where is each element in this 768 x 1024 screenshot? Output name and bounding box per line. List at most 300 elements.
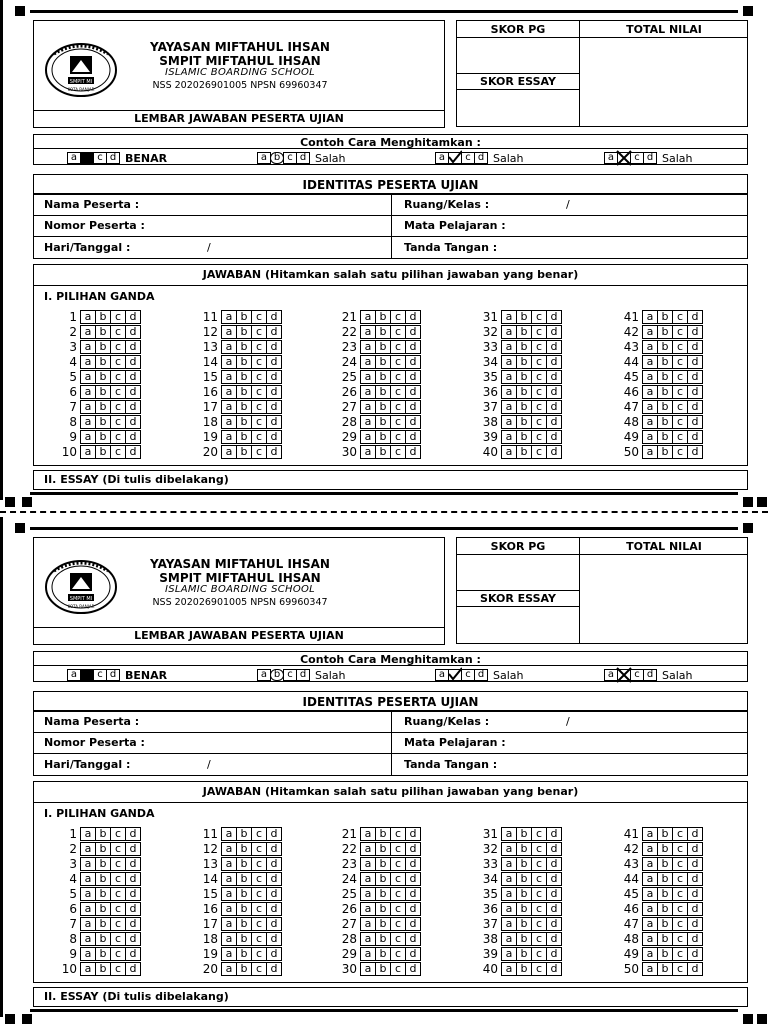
answer-bubble[interactable]: d: [687, 887, 703, 901]
answer-bubble[interactable]: a: [642, 827, 658, 841]
answer-bubble[interactable]: d: [266, 445, 282, 459]
answer-bubble[interactable]: d: [125, 947, 141, 961]
answer-bubble[interactable]: c: [390, 827, 406, 841]
answer-bubble[interactable]: d: [405, 947, 421, 961]
answer-bubble[interactable]: d: [405, 385, 421, 399]
answer-bubble[interactable]: a: [360, 325, 376, 339]
answer-bubble[interactable]: c: [110, 430, 126, 444]
answer-bubble[interactable]: d: [546, 385, 562, 399]
answer-bubble[interactable]: c: [110, 917, 126, 931]
answer-bubble[interactable]: c: [672, 842, 688, 856]
answer-bubble[interactable]: d: [546, 370, 562, 384]
answer-bubble[interactable]: d: [125, 872, 141, 886]
answer-bubble[interactable]: a: [360, 430, 376, 444]
answer-bubble[interactable]: a: [80, 962, 96, 976]
answer-bubble[interactable]: a: [642, 325, 658, 339]
answer-bubble[interactable]: b: [236, 932, 252, 946]
answer-bubble[interactable]: c: [672, 400, 688, 414]
answer-bubble[interactable]: c: [672, 310, 688, 324]
answer-bubble[interactable]: b: [375, 947, 391, 961]
answer-bubble[interactable]: c: [251, 415, 267, 429]
answer-bubble[interactable]: d: [125, 310, 141, 324]
answer-bubble[interactable]: a: [501, 947, 517, 961]
answer-bubble[interactable]: c: [390, 902, 406, 916]
answer-bubble[interactable]: d: [266, 415, 282, 429]
answer-bubble[interactable]: b: [95, 827, 111, 841]
answer-bubble[interactable]: b: [236, 355, 252, 369]
answer-bubble[interactable]: a: [80, 325, 96, 339]
answer-bubble[interactable]: d: [405, 902, 421, 916]
answer-bubble[interactable]: d: [687, 415, 703, 429]
answer-bubble[interactable]: d: [687, 842, 703, 856]
answer-bubble[interactable]: b: [375, 917, 391, 931]
answer-bubble[interactable]: d: [687, 370, 703, 384]
answer-bubble[interactable]: b: [95, 355, 111, 369]
nama-field[interactable]: Nama Peserta :: [44, 715, 140, 728]
answer-bubble[interactable]: a: [501, 385, 517, 399]
answer-bubble[interactable]: c: [390, 962, 406, 976]
answer-bubble[interactable]: b: [516, 947, 532, 961]
answer-bubble[interactable]: c: [672, 827, 688, 841]
answer-bubble[interactable]: a: [501, 445, 517, 459]
answer-bubble[interactable]: d: [125, 400, 141, 414]
answer-bubble[interactable]: a: [501, 310, 517, 324]
answer-bubble[interactable]: c: [251, 827, 267, 841]
answer-bubble[interactable]: a: [80, 415, 96, 429]
answer-bubble[interactable]: a: [501, 827, 517, 841]
answer-bubble[interactable]: c: [110, 872, 126, 886]
answer-bubble[interactable]: c: [531, 887, 547, 901]
answer-bubble[interactable]: c: [110, 385, 126, 399]
answer-bubble[interactable]: d: [266, 385, 282, 399]
answer-bubble[interactable]: a: [80, 947, 96, 961]
answer-bubble[interactable]: b: [657, 827, 673, 841]
answer-bubble[interactable]: b: [375, 872, 391, 886]
answer-bubble[interactable]: b: [657, 400, 673, 414]
answer-bubble[interactable]: d: [687, 962, 703, 976]
answer-bubble[interactable]: a: [642, 962, 658, 976]
answer-bubble[interactable]: c: [531, 355, 547, 369]
answer-bubble[interactable]: c: [390, 917, 406, 931]
answer-bubble[interactable]: d: [687, 857, 703, 871]
answer-bubble[interactable]: d: [546, 872, 562, 886]
answer-bubble[interactable]: a: [221, 430, 237, 444]
answer-bubble[interactable]: c: [251, 445, 267, 459]
answer-bubble[interactable]: d: [125, 445, 141, 459]
answer-bubble[interactable]: a: [642, 340, 658, 354]
answer-bubble[interactable]: c: [251, 842, 267, 856]
answer-bubble[interactable]: b: [95, 385, 111, 399]
answer-bubble[interactable]: d: [405, 857, 421, 871]
answer-bubble[interactable]: a: [221, 370, 237, 384]
answer-bubble[interactable]: b: [516, 385, 532, 399]
answer-bubble[interactable]: b: [516, 887, 532, 901]
answer-bubble[interactable]: d: [546, 430, 562, 444]
answer-bubble[interactable]: b: [95, 415, 111, 429]
answer-bubble[interactable]: b: [236, 902, 252, 916]
answer-bubble[interactable]: a: [360, 932, 376, 946]
answer-bubble[interactable]: c: [672, 947, 688, 961]
answer-bubble[interactable]: c: [251, 430, 267, 444]
answer-bubble[interactable]: a: [360, 415, 376, 429]
answer-bubble[interactable]: d: [125, 932, 141, 946]
answer-bubble[interactable]: b: [516, 932, 532, 946]
answer-bubble[interactable]: b: [375, 430, 391, 444]
answer-bubble[interactable]: b: [95, 887, 111, 901]
answer-bubble[interactable]: c: [110, 962, 126, 976]
answer-bubble[interactable]: d: [405, 917, 421, 931]
answer-bubble[interactable]: d: [546, 445, 562, 459]
answer-bubble[interactable]: d: [405, 872, 421, 886]
answer-bubble[interactable]: d: [405, 340, 421, 354]
answer-bubble[interactable]: c: [110, 842, 126, 856]
answer-bubble[interactable]: d: [687, 932, 703, 946]
answer-bubble[interactable]: b: [95, 932, 111, 946]
answer-bubble[interactable]: a: [501, 400, 517, 414]
answer-bubble[interactable]: a: [501, 430, 517, 444]
answer-bubble[interactable]: b: [95, 445, 111, 459]
answer-bubble[interactable]: a: [642, 917, 658, 931]
answer-bubble[interactable]: a: [360, 842, 376, 856]
hari-field[interactable]: Hari/Tanggal :: [44, 758, 131, 771]
answer-bubble[interactable]: d: [405, 370, 421, 384]
answer-bubble[interactable]: a: [501, 355, 517, 369]
answer-bubble[interactable]: c: [251, 962, 267, 976]
answer-bubble[interactable]: c: [110, 445, 126, 459]
ruang-field[interactable]: Ruang/Kelas :: [404, 198, 490, 211]
answer-bubble[interactable]: b: [516, 917, 532, 931]
answer-bubble[interactable]: c: [531, 872, 547, 886]
answer-bubble[interactable]: a: [221, 947, 237, 961]
answer-bubble[interactable]: b: [375, 827, 391, 841]
answer-bubble[interactable]: a: [360, 962, 376, 976]
answer-bubble[interactable]: a: [501, 962, 517, 976]
answer-bubble[interactable]: d: [125, 340, 141, 354]
answer-bubble[interactable]: a: [360, 370, 376, 384]
answer-bubble[interactable]: b: [95, 947, 111, 961]
answer-bubble[interactable]: d: [266, 902, 282, 916]
answer-bubble[interactable]: a: [360, 827, 376, 841]
answer-bubble[interactable]: d: [546, 340, 562, 354]
answer-bubble[interactable]: d: [266, 370, 282, 384]
answer-bubble[interactable]: d: [546, 310, 562, 324]
answer-bubble[interactable]: c: [251, 370, 267, 384]
answer-bubble[interactable]: c: [531, 827, 547, 841]
answer-bubble[interactable]: c: [110, 370, 126, 384]
answer-bubble[interactable]: d: [687, 400, 703, 414]
answer-bubble[interactable]: d: [405, 325, 421, 339]
answer-bubble[interactable]: c: [251, 310, 267, 324]
answer-bubble[interactable]: c: [390, 310, 406, 324]
answer-bubble[interactable]: b: [657, 872, 673, 886]
answer-bubble[interactable]: d: [405, 310, 421, 324]
answer-bubble[interactable]: b: [516, 872, 532, 886]
answer-bubble[interactable]: a: [360, 887, 376, 901]
answer-bubble[interactable]: d: [266, 917, 282, 931]
answer-bubble[interactable]: d: [266, 400, 282, 414]
answer-bubble[interactable]: d: [125, 385, 141, 399]
answer-bubble[interactable]: a: [221, 325, 237, 339]
answer-bubble[interactable]: a: [501, 842, 517, 856]
answer-bubble[interactable]: b: [236, 340, 252, 354]
answer-bubble[interactable]: a: [501, 857, 517, 871]
answer-bubble[interactable]: a: [360, 385, 376, 399]
answer-bubble[interactable]: c: [390, 400, 406, 414]
answer-bubble[interactable]: c: [390, 385, 406, 399]
answer-bubble[interactable]: b: [657, 445, 673, 459]
answer-bubble[interactable]: b: [657, 340, 673, 354]
answer-bubble[interactable]: d: [405, 962, 421, 976]
answer-bubble[interactable]: d: [546, 842, 562, 856]
answer-bubble[interactable]: d: [266, 932, 282, 946]
answer-bubble[interactable]: a: [642, 370, 658, 384]
answer-bubble[interactable]: b: [516, 962, 532, 976]
answer-bubble[interactable]: a: [501, 902, 517, 916]
answer-bubble[interactable]: d: [687, 902, 703, 916]
answer-bubble[interactable]: a: [360, 310, 376, 324]
answer-bubble[interactable]: a: [642, 947, 658, 961]
answer-bubble[interactable]: d: [266, 827, 282, 841]
answer-bubble[interactable]: a: [221, 385, 237, 399]
answer-bubble[interactable]: c: [531, 932, 547, 946]
answer-bubble[interactable]: d: [687, 385, 703, 399]
answer-bubble[interactable]: d: [687, 872, 703, 886]
answer-bubble[interactable]: d: [687, 827, 703, 841]
answer-bubble[interactable]: c: [531, 370, 547, 384]
answer-bubble[interactable]: c: [672, 415, 688, 429]
answer-bubble[interactable]: b: [95, 310, 111, 324]
answer-bubble[interactable]: b: [516, 842, 532, 856]
answer-bubble[interactable]: c: [110, 325, 126, 339]
answer-bubble[interactable]: c: [531, 857, 547, 871]
answer-bubble[interactable]: c: [251, 947, 267, 961]
answer-bubble[interactable]: a: [80, 857, 96, 871]
answer-bubble[interactable]: b: [236, 325, 252, 339]
answer-bubble[interactable]: a: [80, 445, 96, 459]
answer-bubble[interactable]: d: [405, 932, 421, 946]
answer-bubble[interactable]: d: [266, 872, 282, 886]
answer-bubble[interactable]: c: [110, 947, 126, 961]
answer-bubble[interactable]: a: [642, 857, 658, 871]
answer-bubble[interactable]: a: [80, 430, 96, 444]
answer-bubble[interactable]: d: [546, 932, 562, 946]
answer-bubble[interactable]: b: [516, 340, 532, 354]
answer-bubble[interactable]: d: [546, 887, 562, 901]
answer-bubble[interactable]: b: [657, 355, 673, 369]
answer-bubble[interactable]: a: [80, 902, 96, 916]
answer-bubble[interactable]: b: [95, 857, 111, 871]
answer-bubble[interactable]: a: [221, 445, 237, 459]
answer-bubble[interactable]: c: [251, 872, 267, 886]
answer-bubble[interactable]: a: [80, 370, 96, 384]
answer-bubble[interactable]: b: [236, 385, 252, 399]
answer-bubble[interactable]: c: [672, 370, 688, 384]
answer-bubble[interactable]: a: [501, 887, 517, 901]
answer-bubble[interactable]: c: [110, 932, 126, 946]
answer-bubble[interactable]: b: [375, 887, 391, 901]
answer-bubble[interactable]: a: [80, 932, 96, 946]
answer-bubble[interactable]: b: [516, 857, 532, 871]
answer-bubble[interactable]: b: [516, 430, 532, 444]
answer-bubble[interactable]: a: [221, 917, 237, 931]
answer-bubble[interactable]: c: [390, 947, 406, 961]
answer-bubble[interactable]: a: [501, 872, 517, 886]
answer-bubble[interactable]: b: [95, 400, 111, 414]
answer-bubble[interactable]: a: [501, 917, 517, 931]
answer-bubble[interactable]: a: [221, 872, 237, 886]
answer-bubble[interactable]: c: [110, 310, 126, 324]
answer-bubble[interactable]: a: [642, 445, 658, 459]
answer-bubble[interactable]: c: [390, 370, 406, 384]
answer-bubble[interactable]: d: [687, 340, 703, 354]
answer-bubble[interactable]: d: [125, 430, 141, 444]
answer-bubble[interactable]: c: [672, 857, 688, 871]
answer-bubble[interactable]: c: [390, 445, 406, 459]
answer-bubble[interactable]: c: [531, 947, 547, 961]
answer-bubble[interactable]: b: [375, 340, 391, 354]
answer-bubble[interactable]: b: [95, 370, 111, 384]
answer-bubble[interactable]: a: [221, 415, 237, 429]
answer-bubble[interactable]: b: [516, 310, 532, 324]
answer-bubble[interactable]: a: [642, 902, 658, 916]
answer-bubble[interactable]: c: [672, 932, 688, 946]
answer-bubble[interactable]: c: [531, 340, 547, 354]
answer-bubble[interactable]: b: [236, 872, 252, 886]
answer-bubble[interactable]: c: [531, 430, 547, 444]
answer-bubble[interactable]: b: [516, 370, 532, 384]
answer-bubble[interactable]: c: [110, 340, 126, 354]
answer-bubble[interactable]: b: [516, 827, 532, 841]
answer-bubble[interactable]: d: [405, 842, 421, 856]
answer-bubble[interactable]: a: [80, 887, 96, 901]
answer-bubble[interactable]: a: [360, 340, 376, 354]
answer-bubble[interactable]: d: [405, 415, 421, 429]
answer-bubble[interactable]: a: [501, 370, 517, 384]
answer-bubble[interactable]: b: [95, 842, 111, 856]
answer-bubble[interactable]: d: [125, 827, 141, 841]
answer-bubble[interactable]: d: [687, 430, 703, 444]
answer-bubble[interactable]: b: [236, 827, 252, 841]
answer-bubble[interactable]: c: [672, 340, 688, 354]
answer-bubble[interactable]: b: [657, 902, 673, 916]
answer-bubble[interactable]: c: [251, 887, 267, 901]
answer-bubble[interactable]: d: [266, 355, 282, 369]
answer-bubble[interactable]: d: [405, 445, 421, 459]
answer-bubble[interactable]: d: [687, 445, 703, 459]
nama-field[interactable]: Nama Peserta :: [44, 198, 140, 211]
answer-bubble[interactable]: d: [687, 917, 703, 931]
answer-bubble[interactable]: a: [221, 355, 237, 369]
answer-bubble[interactable]: c: [251, 340, 267, 354]
answer-bubble[interactable]: d: [125, 902, 141, 916]
answer-bubble[interactable]: c: [531, 917, 547, 931]
answer-bubble[interactable]: a: [642, 872, 658, 886]
answer-bubble[interactable]: b: [236, 370, 252, 384]
answer-bubble[interactable]: a: [80, 340, 96, 354]
answer-bubble[interactable]: a: [221, 902, 237, 916]
answer-bubble[interactable]: b: [657, 932, 673, 946]
answer-bubble[interactable]: b: [516, 445, 532, 459]
answer-bubble[interactable]: b: [375, 842, 391, 856]
nomor-field[interactable]: Nomor Peserta :: [44, 219, 145, 232]
answer-bubble[interactable]: d: [266, 842, 282, 856]
answer-bubble[interactable]: c: [251, 400, 267, 414]
answer-bubble[interactable]: d: [125, 325, 141, 339]
answer-bubble[interactable]: a: [80, 310, 96, 324]
answer-bubble[interactable]: b: [236, 445, 252, 459]
answer-bubble[interactable]: c: [390, 872, 406, 886]
answer-bubble[interactable]: c: [390, 842, 406, 856]
answer-bubble[interactable]: a: [221, 962, 237, 976]
answer-bubble[interactable]: d: [125, 887, 141, 901]
answer-bubble[interactable]: b: [236, 310, 252, 324]
answer-bubble[interactable]: c: [110, 902, 126, 916]
answer-bubble[interactable]: a: [360, 857, 376, 871]
answer-bubble[interactable]: b: [657, 887, 673, 901]
answer-bubble[interactable]: d: [266, 340, 282, 354]
answer-bubble[interactable]: c: [110, 400, 126, 414]
answer-bubble[interactable]: d: [687, 947, 703, 961]
tanda-field[interactable]: Tanda Tangan :: [404, 758, 498, 771]
answer-bubble[interactable]: b: [95, 325, 111, 339]
answer-bubble[interactable]: a: [360, 902, 376, 916]
answer-bubble[interactable]: d: [546, 400, 562, 414]
answer-bubble[interactable]: c: [390, 430, 406, 444]
answer-bubble[interactable]: c: [251, 385, 267, 399]
answer-bubble[interactable]: a: [80, 400, 96, 414]
answer-bubble[interactable]: c: [251, 325, 267, 339]
answer-bubble[interactable]: c: [672, 385, 688, 399]
answer-bubble[interactable]: d: [125, 962, 141, 976]
answer-bubble[interactable]: c: [672, 872, 688, 886]
answer-bubble[interactable]: d: [546, 947, 562, 961]
answer-bubble[interactable]: b: [516, 400, 532, 414]
answer-bubble[interactable]: a: [360, 355, 376, 369]
answer-bubble[interactable]: b: [657, 370, 673, 384]
answer-bubble[interactable]: b: [95, 902, 111, 916]
answer-bubble[interactable]: b: [657, 857, 673, 871]
answer-bubble[interactable]: a: [360, 872, 376, 886]
answer-bubble[interactable]: b: [657, 917, 673, 931]
answer-bubble[interactable]: c: [672, 445, 688, 459]
answer-bubble[interactable]: b: [236, 400, 252, 414]
answer-bubble[interactable]: d: [405, 430, 421, 444]
answer-bubble[interactable]: a: [221, 932, 237, 946]
answer-bubble[interactable]: d: [125, 415, 141, 429]
answer-bubble[interactable]: c: [251, 857, 267, 871]
answer-bubble[interactable]: c: [390, 857, 406, 871]
answer-bubble[interactable]: d: [546, 917, 562, 931]
answer-bubble[interactable]: b: [236, 887, 252, 901]
answer-bubble[interactable]: c: [531, 400, 547, 414]
answer-bubble[interactable]: b: [236, 415, 252, 429]
answer-bubble[interactable]: b: [375, 400, 391, 414]
answer-bubble[interactable]: b: [657, 415, 673, 429]
answer-bubble[interactable]: a: [360, 445, 376, 459]
nomor-field[interactable]: Nomor Peserta :: [44, 736, 145, 749]
answer-bubble[interactable]: c: [531, 325, 547, 339]
answer-bubble[interactable]: b: [657, 310, 673, 324]
answer-bubble[interactable]: c: [110, 415, 126, 429]
answer-bubble[interactable]: c: [390, 355, 406, 369]
answer-bubble[interactable]: d: [266, 430, 282, 444]
answer-bubble[interactable]: c: [390, 932, 406, 946]
answer-bubble[interactable]: b: [95, 340, 111, 354]
answer-bubble[interactable]: b: [375, 355, 391, 369]
answer-bubble[interactable]: b: [375, 445, 391, 459]
answer-bubble[interactable]: a: [80, 827, 96, 841]
hari-field[interactable]: Hari/Tanggal :: [44, 241, 131, 254]
